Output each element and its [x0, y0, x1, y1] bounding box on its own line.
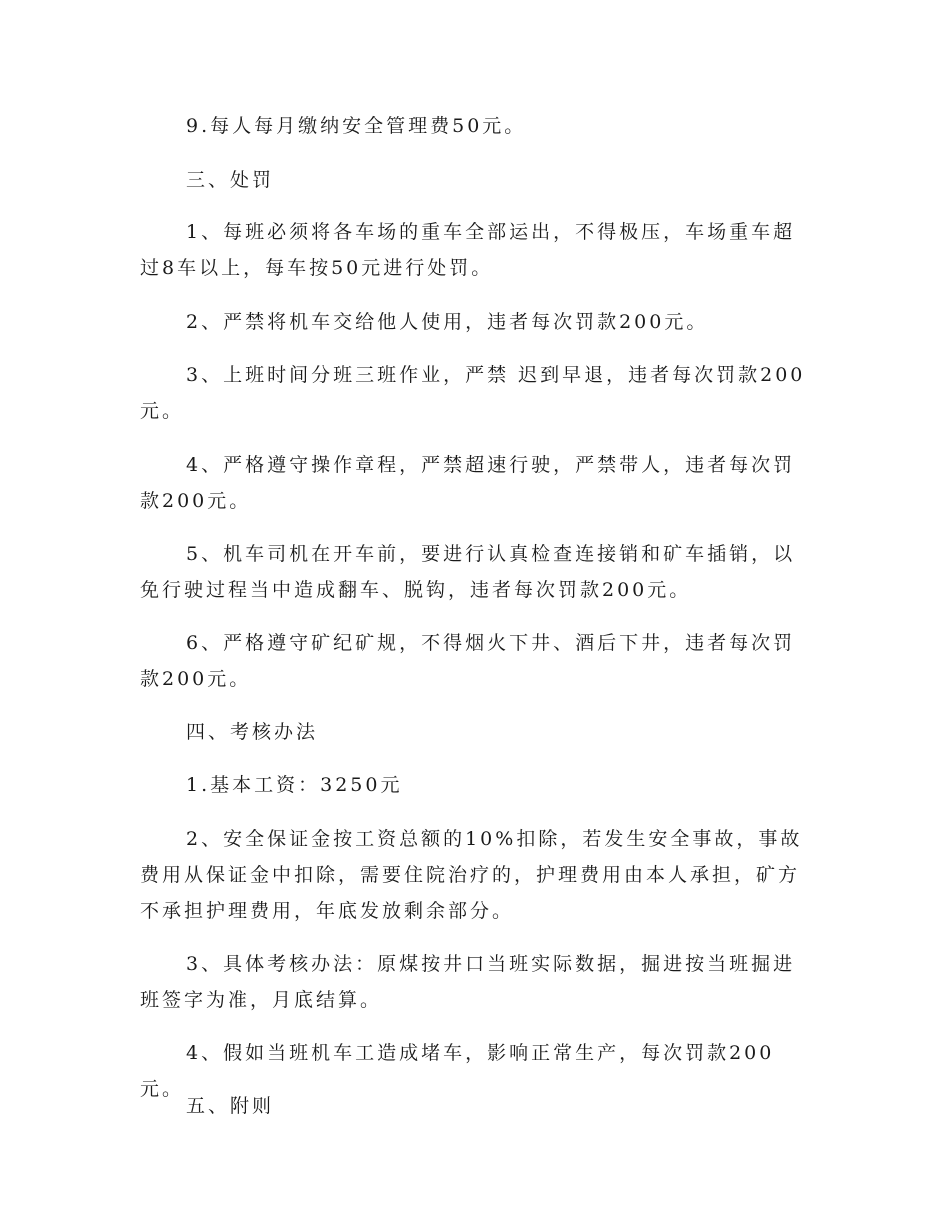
paragraph-assessment-2: 2、安全保证金按工资总额的10%扣除，若发生安全事故，事故费用从保证金中扣除，需要住院治疗的，护理费用由本人承担，矿方不承担护理费用，年底发放剩余部分。	[140, 828, 803, 922]
paragraph-assessment-1: 1.基本工资：3250元	[186, 774, 403, 796]
paragraph-penalty-5: 5、机车司机在开车前，要进行认真检查连接销和矿车插销，以免行驶过程当中造成翻车、脱钩，违者每次罚款200元。	[140, 543, 796, 601]
paragraph-penalty-2: 2、严禁将机车交给他人使用，违者每次罚款200元。	[186, 311, 709, 333]
paragraph-penalty-6: 6、严格遵守矿纪矿规，不得烟火下井、酒后下井，违者每次罚款200元。	[140, 632, 796, 690]
paragraph-penalty-4: 4、严格遵守操作章程，严禁超速行驶，严禁带人，违者每次罚款200元。	[140, 454, 796, 512]
paragraph-assessment-4: 4、假如当班机车工造成堵车，影响正常生产，每次罚款200元。	[140, 1042, 775, 1100]
section-heading-penalties: 三、处罚	[186, 169, 275, 191]
paragraph-penalty-1: 1、每班必须将各车场的重车全部运出，不得极压，车场重车超过8车以上，每车按50元进行处罚。	[140, 221, 796, 279]
section-heading-supplementary: 五、附则	[186, 1095, 275, 1117]
paragraph-fee: 9.每人每月缴纳安全管理费50元。	[186, 115, 527, 137]
paragraph-assessment-3: 3、具体考核办法：原煤按井口当班实际数据，掘进按当班掘进班签字为准，月底结算。	[140, 953, 796, 1011]
paragraph-penalty-3: 3、上班时间分班三班作业，严禁 迟到早退，违者每次罚款200元。	[140, 364, 806, 422]
section-heading-assessment: 四、考核办法	[186, 721, 319, 743]
